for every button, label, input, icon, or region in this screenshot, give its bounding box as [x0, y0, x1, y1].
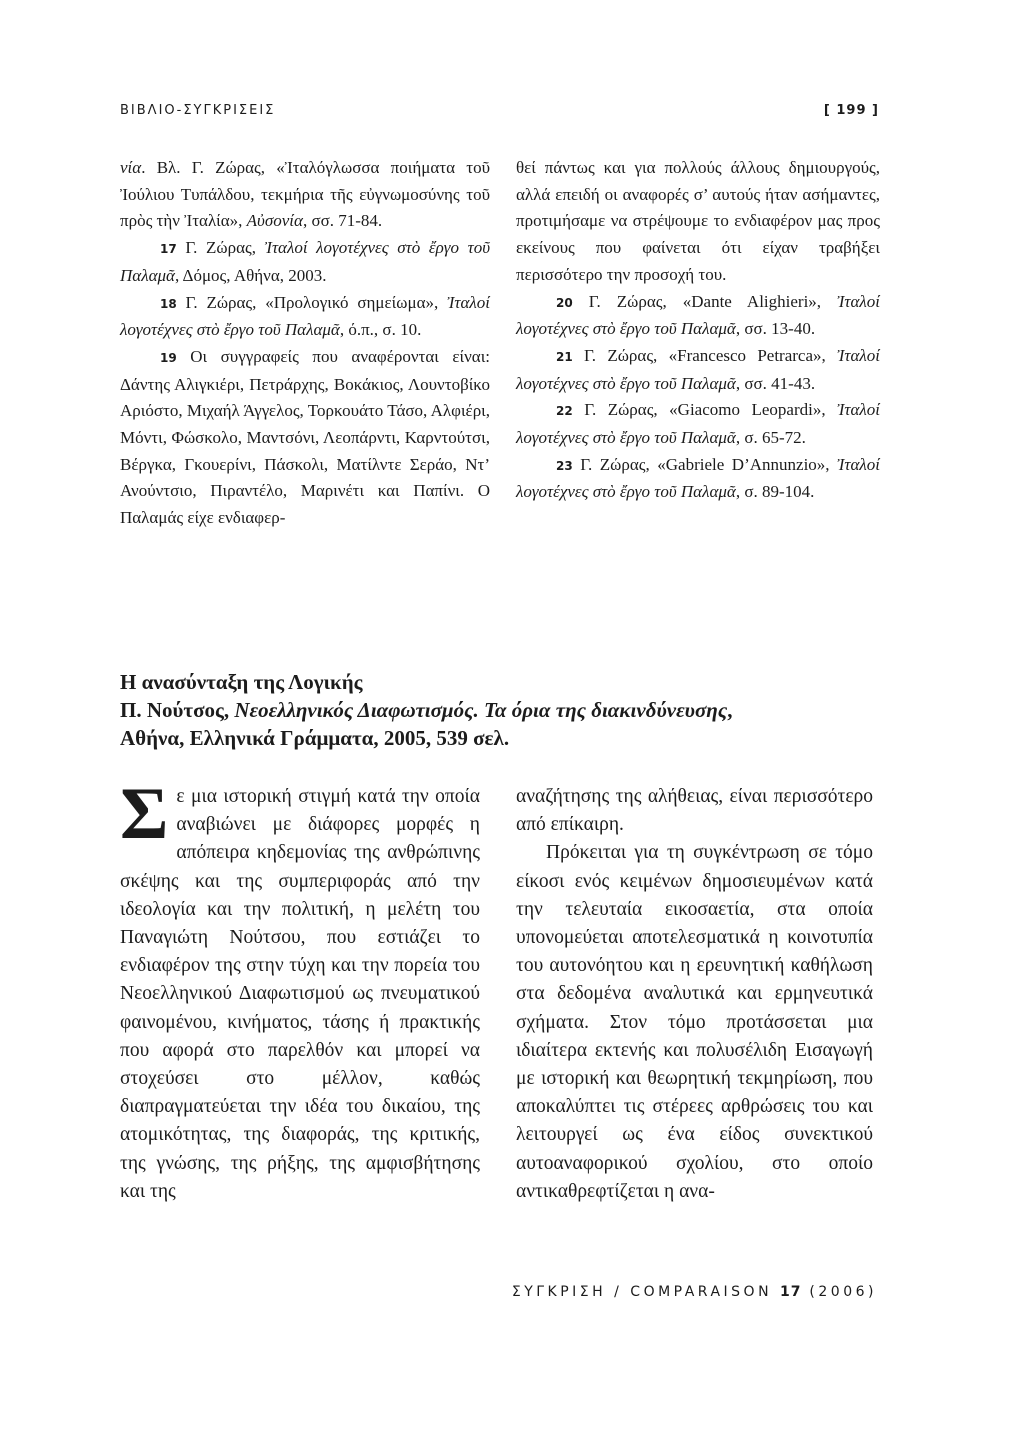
book-title: Νεοελληνικός Διαφωτισμός. Τα όρια της διακινδύνευσης — [234, 698, 728, 722]
drop-cap: Σ — [120, 773, 169, 855]
running-head: ΒΙΒΛΙΟ-ΣΥΓΚΡΙΣΕΙΣ — [120, 103, 276, 118]
review-title: Η ανασύνταξη της Λογικής — [120, 670, 363, 694]
review-heading — [120, 668, 900, 752]
review-imprint: Αθήνα, Ελληνικά Γράμματα, 2005, 539 σελ. — [120, 726, 510, 750]
review-body-right-column — [516, 783, 873, 1206]
review-paragraph-2: Πρόκειται για τη συγκέντρωση σε τόμο είκοσι ενός κειμένων δημοσιευμένων κατά την τελευταία εικοσαετία, στα οποία υπονομεύεται αποτελεσματικά η κοινοτυπία του αυτονόητου και η ερευνητική καθήλωση στα δεδομένα αναλυτικά και ερμηνευτικά σχήματα. Στον τόμο προτάσσεται μια ιδιαίτερα εκτενής και πολυσέλιδη Εισαγωγή με ιστορική και θεωρητική τεκμηρίωση, που αποκαλύπτει τις στέρεες αρθρώσεις του και λειτουργεί ως ένα είδος συνεκτικού αυτοαναφορικού σχολίου, στο οποίο αντικαθρεφτίζεται η ανα- — [516, 842, 873, 1202]
footnote-19-continuation: θεί πάντως και για πολλούς άλλους δημιουργούς, αλλά επειδή οι αναφορές σ’ αυτούς ήταν ασήμαντες, προτιμήσαμε να στρέψουμε το ενδιαφέρον μας προς εκείνους που φαίνεται ότι είχαν τραβήξει περισσότερο την προσοχή του. — [516, 158, 880, 284]
footnote-17: 17 Γ. Ζώρας, Ἰταλοί λογοτέχνες στὸ ἔργο τοῦ Παλαμᾶ, Δόμος, Αθήνα, 2003. — [120, 238, 490, 285]
footnote-19: 19 Οι συγγραφείς που αναφέρονται είναι: Δάντης Αλιγκιέρι, Πετράρχης, Βοκάκιος, Λουντοβίκο Αριόστο, Μιχαήλ Άγγελος, Τορκουάτο Τάσο, Αλφιέρι, Μόντι, Φώσκολο, Μαντσόνι, Λεοπάρντι, Καρντούτσι, Βέργκα, Γκουερίνι, Πάσκολι, Ματίλντε Σεράο, Ντ’ Ανούντσιο, Πιραντέλο, Μαρινέτι και Παπίνι. Ο Παλαμάς είχε ενδιαφερ- — [120, 346, 490, 528]
footnote-18: 18 Γ. Ζώρας, «Προλογικό σημείωμα», Ἰταλοί λογοτέχνες στὸ ἔργο τοῦ Παλαμᾶ, ό.π., σ. 10. — [120, 292, 490, 340]
journal-footer: ΣΥΓΚΡΙΣΗ / COMPARAISON 17 (2006) — [511, 1284, 877, 1300]
review-citation: Π. Νούτσος, Νεοελληνικός Διαφωτισμός. Τα όρια της διακινδύνευσης, — [120, 698, 733, 722]
footnote-21: 21 Γ. Ζώρας, «Francesco Petrarca», Ἰταλοί λογοτέχνες στὸ ἔργο τοῦ Παλαμᾶ, σσ. 41-43. — [516, 345, 880, 393]
page-number: [ 199 ] — [823, 103, 879, 118]
footnote-23: 23 Γ. Ζώρας, «Gabriele D’Annunzio», Ἰταλοί λογοτέχνες στὸ ἔργο τοῦ Παλαμᾶ, σ. 89-104. — [516, 454, 880, 502]
footnote-22: 22 Γ. Ζώρας, «Giacomo Leopardi», Ἰταλοί λογοτέχνες στὸ ἔργο τοῦ Παλαμᾶ, σ. 65-72. — [516, 400, 880, 448]
footnote-16-continuation: νία. Βλ. Γ. Ζώρας, «Ἰταλόγλωσσα ποιήματα τοῦ Ἰούλιου Τυπάλδου, τεκμήρια τῆς εὐγνωμοσύνης τοῦ πρὸς τὴν Ἰταλία», Αὐσονία, σσ. 71-84. — [120, 158, 490, 231]
footnotes-right-column — [516, 155, 880, 506]
review-paragraph-1-continuation: αναζήτησης της αλήθειας, είναι περισσότερο από επίκαιρη. — [516, 786, 873, 836]
review-body-left-column — [120, 773, 480, 1206]
footnotes-left-column — [120, 155, 490, 532]
review-paragraph-1: Σε μια ιστορική στιγμή κατά την οποία αναβιώνει με διάφορες μορφές η απόπειρα κηδεμονίας της ανθρώπινης σκέψης και της συμπεριφοράς από την ιδεολογία και την πολιτική, η μελέτη του Παναγιώτη Νούτσου, που εστιάζει το ενδιαφέρον της στην τύχη και την πορεία του Νεοελληνικού Διαφωτισμού ως πνευματικού φαινομένου, κινήματος, τάσης ή πρακτικής που αφορά στο παρελθόν και μπορεί να στοχεύσει στο μέλλον, καθώς διαπραγματεύεται την ιδέα του δικαίου, της ατομικότητας, της διαφοράς, της κριτικής, της γνώσης, της ρήξης, της αμφισβήτησης και της — [120, 773, 480, 1202]
footnote-20: 20 Γ. Ζώρας, «Dante Alighieri», Ἰταλοί λογοτέχνες στὸ ἔργο τοῦ Παλαμᾶ, σσ. 13-40. — [516, 291, 880, 339]
